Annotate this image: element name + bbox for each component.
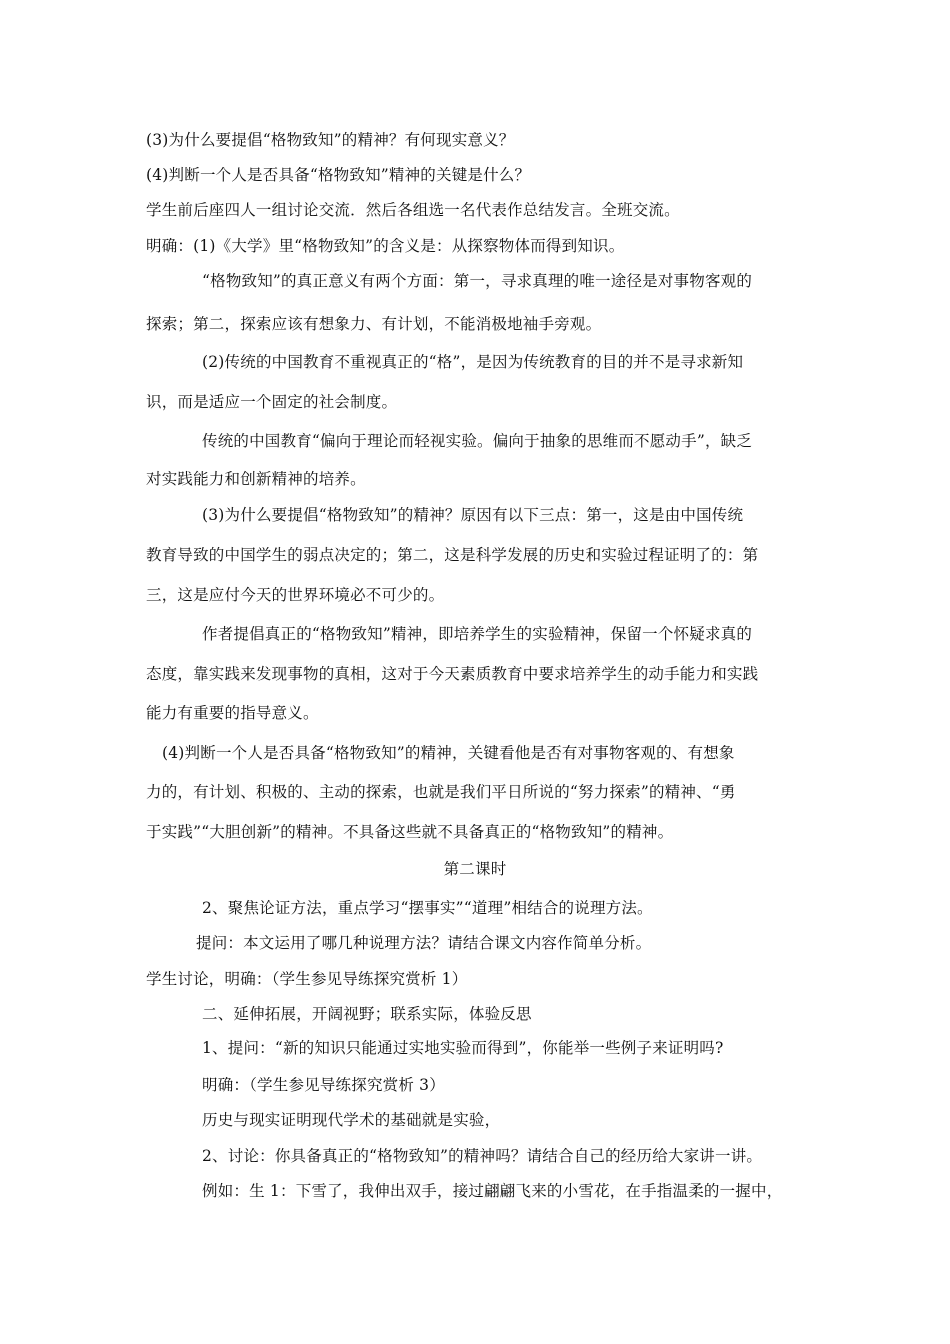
- discussion-prompt: 2、讨论：你具备真正的“格物致知”的精神吗？请结合自己的经历给大家讲一讲。: [202, 1147, 763, 1165]
- discussion-instruction: 学生前后座四人一组讨论交流．然后各组选一名代表作总结发言。全班交流。: [146, 201, 680, 219]
- answer-1-intro: 明确：(1)《大学》里“格物致知”的含义是：从探察物体而得到知识。: [146, 237, 625, 255]
- answer-1-meaning-line-2: 探索；第二，探索应该有想象力、有计划，不能消极地袖手旁观。: [146, 315, 602, 333]
- answer-1-meaning-line-1: “格物致知”的真正意义有两个方面：第一，寻求真理的唯一途径是对事物客观的: [202, 272, 753, 290]
- answer-reference-3: 明确：（学生参见导练探究赏析 3）: [202, 1076, 445, 1094]
- question-3: (3)为什么要提倡“格物致知”的精神？有何现实意义？: [146, 131, 515, 149]
- section-extension: 二、延伸拓展，开阔视野；联系实际，体验反思: [202, 1005, 532, 1023]
- answer-2-line-1: (2)传统的中国教育不重视真正的“格”，是因为传统教育的目的并不是寻求新知: [202, 353, 744, 371]
- answer-4-line-2: 力的，有计划、积极的、主动的探索，也就是我们平日所说的“努力探索”的精神、“勇: [146, 783, 736, 801]
- answer-2-detail-line-2: 对实践能力和创新精神的培养。: [146, 470, 366, 488]
- section-heading-second-lesson: 第二课时: [443, 860, 507, 878]
- author-view-line-2: 态度，靠实践来发现事物的真相，这对于今天素质教育中要求培养学生的动手能力和实践: [146, 665, 759, 683]
- author-view-line-3: 能力有重要的指导意义。: [146, 704, 319, 722]
- answer-4-line-1: (4)判断一个人是否具备“格物致知”的精神，关键看他是否有对事物客观的、有想象: [162, 744, 735, 762]
- answer-2-detail-line-1: 传统的中国教育“偏向于理论而轻视实验。偏向于抽象的思维而不愿动手”，缺乏: [202, 432, 753, 450]
- answer-2-line-2: 识，而是适应一个固定的社会制度。: [146, 393, 398, 411]
- answer-4-line-3: 于实践”“大胆创新”的精神。不具备这些就不具备真正的“格物致知”的精神。: [146, 823, 674, 841]
- focus-argument-method: 2、聚焦论证方法，重点学习“摆事实”“道理”相结合的说理方法。: [202, 899, 653, 917]
- example-student-1: 例如：生 1：下雪了，我伸出双手，接过翩翩飞来的小雪花，在手指温柔的一握中，: [202, 1182, 783, 1200]
- question-new-knowledge: 1、提问：“新的知识只能通过实地实验而得到”，你能举一些例子来证明吗?: [202, 1039, 724, 1057]
- answer-3-line-3: 三，这是应付今天的世界环境必不可少的。: [146, 586, 445, 604]
- answer-3-line-2: 教育导致的中国学生的弱点决定的；第二，这是科学发展的历史和实验过程证明了的：第: [146, 546, 759, 564]
- author-view-line-1: 作者提倡真正的“格物致知”精神，即培养学生的实验精神，保留一个怀疑求真的: [202, 625, 753, 643]
- question-4: (4)判断一个人是否具备“格物致知”精神的关键是什么？: [146, 166, 531, 184]
- student-discussion-answer: 学生讨论，明确：（学生参见导练探究赏析 1）: [146, 970, 468, 988]
- history-reality-statement: 历史与现实证明现代学术的基础就是实验，: [202, 1111, 501, 1129]
- answer-3-line-1: (3)为什么要提倡“格物致知”的精神？原因有以下三点：第一，这是由中国传统: [202, 506, 744, 524]
- question-reasoning-methods: 提问：本文运用了哪几种说理方法？请结合课文内容作简单分析。: [196, 934, 652, 952]
